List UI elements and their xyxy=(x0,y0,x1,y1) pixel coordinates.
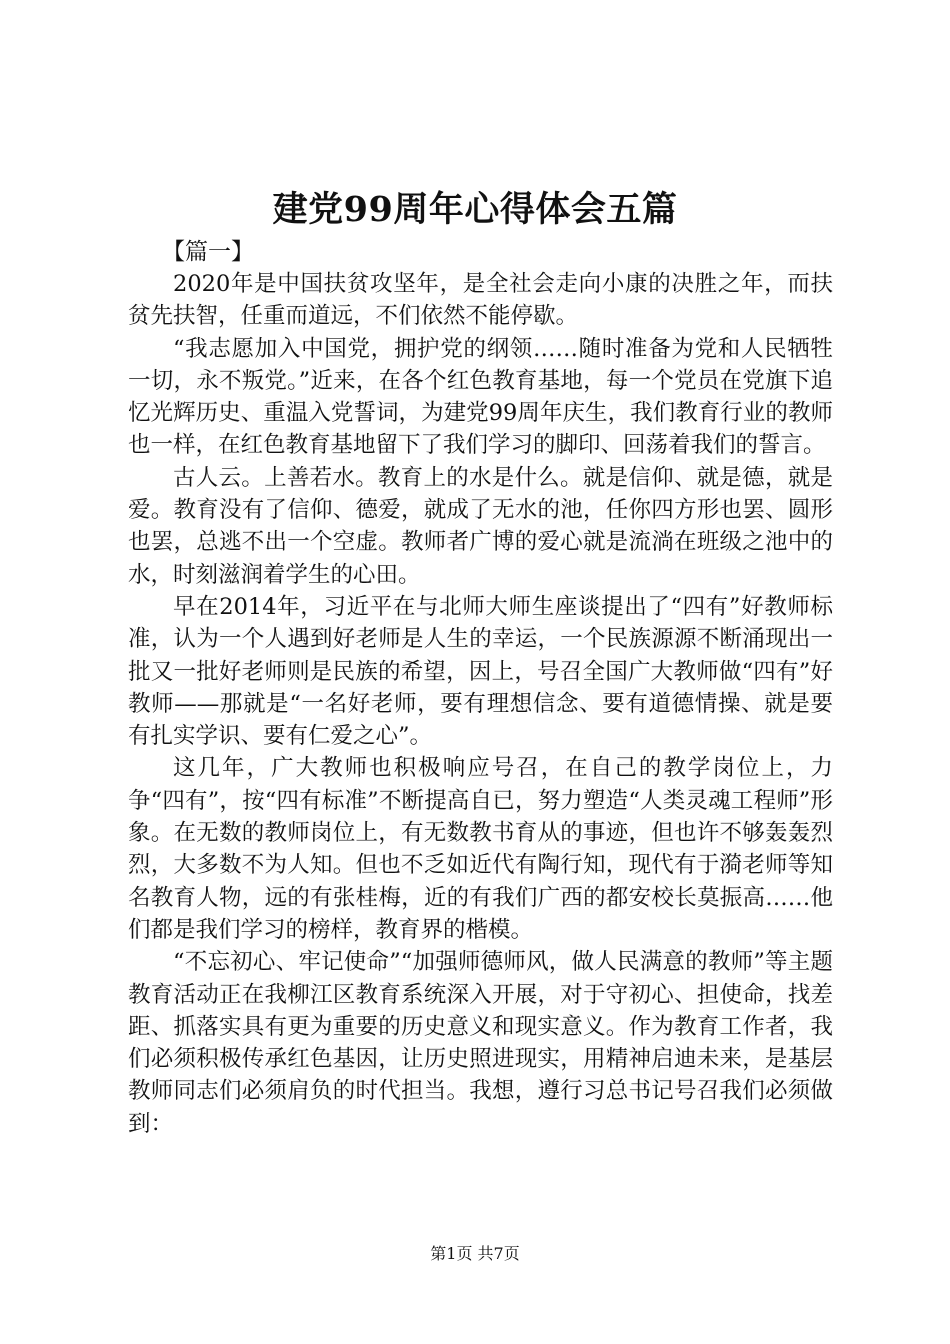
paragraph: 2020年是中国扶贫攻坚年，是全社会走向小康的决胜之年，而扶贫先扶智，任重而道远，不们依然不能停歇。 xyxy=(128,271,833,330)
paragraph: “不忘初心、牢记使命”“加强师德师风，做人民满意的教师”等主题教育活动正在我柳江区教育系统深入开展，对于守初心、担使命，找差距、抓落实具有更为重要的历史意义和现实意义。作为教育工作者，我们必须积极传承红色基因，让历史照进现实，用精神启迪未来，是基层教师同志们必须肩负的时代担当。我想，遵行习总书记号召我们必须做到： xyxy=(128,949,833,1137)
section-label: 【篇一】 xyxy=(162,239,254,265)
paragraph: “我志愿加入中国党，拥护党的纲领……随时准备为党和人民牺牲一切，永不叛党。”近来，在各个红色教育基地，每一个党员在党旗下追忆光辉历史、重温入党誓词，为建党99周年庆生，我们教育行业的教师也一样，在红色教育基地留下了我们学习的脚印、回荡着我们的誓言。 xyxy=(128,335,833,459)
paragraph: 古人云。上善若水。教育上的水是什么。就是信仰、就是德，就是爱。教育没有了信仰、德爱，就成了无水的池，任你四方形也罢、圆形也罢，总逃不出一个空虚。教师者广博的爱心就是流淌在班级之池中的水，时刻滋润着学生的心田。 xyxy=(128,464,833,588)
document-title: 建党99周年心得体会五篇 xyxy=(272,189,678,230)
paragraph: 早在2014年，习近平在与北师大师生座谈提出了“四有”好教师标准，认为一个人遇到好老师是人生的幸运，一个民族源源不断涌现出一批又一批好老师则是民族的希望，因上，号召全国广大教师做“四有”好教师——那就是“一名好老师，要有理想信念、要有道德情操、就是要有扎实学识、要有仁爱之心”。 xyxy=(128,593,833,750)
body-text xyxy=(128,268,833,1140)
page-footer: 第1页 共7页 xyxy=(430,1244,520,1263)
paragraph: 这几年，广大教师也积极响应号召，在自己的教学岗位上，力争“四有”，按“四有标准”不断提高自已，努力塑造“人类灵魂工程师”形象。在无数的教师岗位上，有无数教书育从的事迹，但也许不够轰轰烈烈，大多数不为人知。但也不乏如近代有陶行知，现代有于漪老师等知名教育人物，远的有张桂梅，近的有我们广西的都安校长莫振高……他们都是我们学习的榜样，教育界的楷模。 xyxy=(128,755,833,943)
